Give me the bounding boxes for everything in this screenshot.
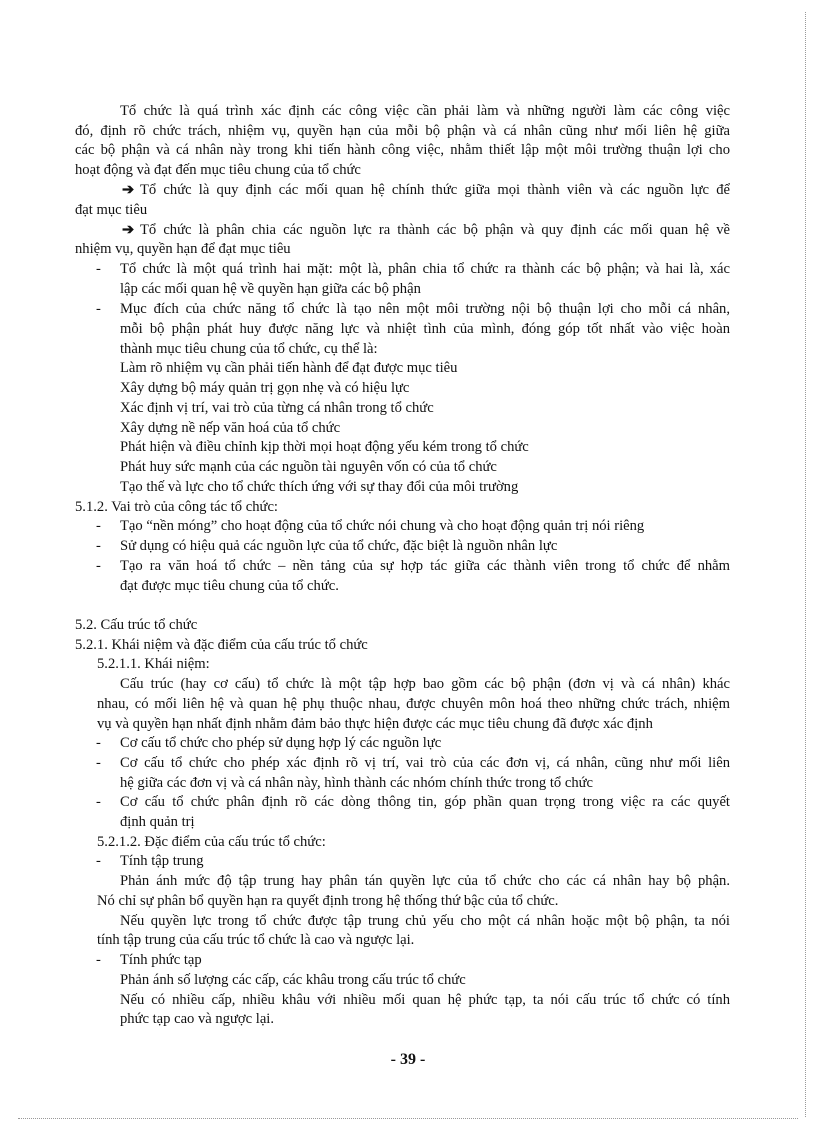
dash-marker: -	[96, 794, 101, 810]
checklist-item: Phát hiện và điều chỉnh kịp thời mọi hoạt động yếu kém trong tổ chức	[120, 439, 529, 455]
arrow-icon: ➔	[122, 182, 135, 198]
paragraph-line: Nếu có nhiều cấp, nhiều khâu với nhiều mối quan hệ phức tạp, ta nói cấu trúc tổ chức có tính	[120, 992, 730, 1008]
dash-marker: -	[96, 853, 101, 869]
paragraph-line: Tổ chức là quy định các mối quan hệ chính thức giữa mọi thành viên và các nguồn lực để	[140, 182, 730, 198]
paragraph-line: hoạt động và đạt đến mục tiêu chung của tổ chức	[75, 162, 361, 178]
checklist-item: Xác định vị trí, vai trò của từng cá nhân trong tổ chức	[120, 400, 434, 416]
page-border-right	[805, 12, 806, 1117]
subsection-title: Tính tập trung	[120, 853, 204, 869]
checklist-item: Xây dựng nề nếp văn hoá của tổ chức	[120, 420, 341, 436]
checklist-item: Phát huy sức mạnh của các nguồn tài nguyên vốn có của tổ chức	[120, 459, 497, 475]
dash-marker: -	[96, 518, 101, 534]
paragraph-line: Cấu trúc (hay cơ cấu) tổ chức là một tập hợp bao gồm các bộ phận (đơn vị và cá nhân) khác	[120, 676, 730, 692]
list-item-line: Cơ cấu tổ chức cho phép xác định rõ vị trí, vai trò của các đơn vị, cá nhân, cũng như mối liên	[120, 755, 730, 771]
paragraph-line: vụ và quyền hạn nhất định nhằm đảm bảo thực hiện được các mục tiêu chung đã được xác định	[97, 716, 653, 732]
dash-marker: -	[96, 952, 101, 968]
paragraph-line: đạt mục tiêu	[75, 202, 148, 218]
checklist-item: Làm rõ nhiệm vụ cần phải tiến hành để đạt được mục tiêu	[120, 360, 458, 376]
dash-marker: -	[96, 755, 101, 771]
paragraph-line: Nó chỉ sự phân bổ quyền hạn ra quyết định trong hệ thống thứ bậc của tổ chức.	[97, 893, 559, 909]
list-item-line: Tổ chức là một quá trình hai mặt: một là, phân chia tổ chức ra thành các bộ phận; và hai là, xác	[120, 261, 730, 277]
checklist-item: Xây dựng bộ máy quản trị gọn nhẹ và có hiệu lực	[120, 380, 410, 396]
paragraph-line: đó, định rõ chức trách, nhiệm vụ, quyền hạn của mỗi bộ phận và cá nhân cũng như mối liên hệ giữa	[75, 123, 730, 139]
dash-marker: -	[96, 301, 101, 317]
paragraph-line: nhiệm vụ, quyền hạn để đạt mục tiêu	[75, 241, 291, 257]
section-heading: 5.2.1.1. Khái niệm:	[97, 656, 210, 672]
list-item-line: đạt được mục tiêu chung của tổ chức.	[120, 578, 339, 594]
dash-marker: -	[96, 735, 101, 751]
dash-marker: -	[96, 558, 101, 574]
paragraph-line: nhau, có mối liên hệ và quan hệ phụ thuộc nhau, được chuyên môn hoá theo những chức trách, nhiệm	[97, 696, 730, 712]
paragraph-line: tính tập trung của cấu trúc tổ chức là cao và ngược lại.	[97, 932, 415, 948]
subsection-title: Tính phức tạp	[120, 952, 202, 968]
page-border-bottom	[18, 1118, 798, 1119]
list-item-line: Cơ cấu tổ chức phân định rõ các dòng thông tin, góp phần quan trọng trong việc ra các quyết	[120, 794, 730, 810]
paragraph-line: Nếu quyền lực trong tổ chức được tập trung chủ yếu cho một cá nhân hoặc một bộ phận, ta nói	[120, 913, 730, 929]
paragraph-line: Phản ánh số lượng các cấp, các khâu trong cấu trúc tổ chức	[120, 972, 466, 988]
paragraph-line: phức tạp cao và ngược lại.	[120, 1011, 275, 1027]
list-item-line: định quản trị	[120, 814, 195, 830]
section-heading: 5.2.1.2. Đặc điểm của cấu trúc tổ chức:	[97, 834, 326, 850]
list-item-line: Sử dụng có hiệu quả các nguồn lực của tổ chức, đặc biệt là nguồn nhân lực	[120, 538, 558, 554]
paragraph-line: Tổ chức là quá trình xác định các công việc cần phải làm và những người làm các công việc	[120, 103, 730, 119]
list-item-line: Tạo ra văn hoá tổ chức – nền tảng của sự hợp tác giữa các thành viên trong tổ chức để nhằm	[120, 558, 730, 574]
list-item-line: hệ giữa các đơn vị và cá nhân này, hình thành các nhóm chính thức trong tổ chức	[120, 775, 594, 791]
dash-marker: -	[96, 261, 101, 277]
section-heading: 5.1.2. Vai trò của công tác tổ chức:	[75, 499, 278, 515]
checklist-item: Tạo thế và lực cho tổ chức thích ứng với sự thay đổi của môi trường	[120, 479, 519, 495]
list-item-line: mỗi bộ phận phát huy được năng lực và nhiệt tình của mình, đóng góp tốt nhất vào việc hoàn	[120, 321, 730, 337]
paragraph-line: Tổ chức là phân chia các nguồn lực ra thành các bộ phận và quy định các mối quan hệ về	[140, 222, 730, 238]
section-heading: 5.2. Cấu trúc tổ chức	[75, 617, 198, 633]
paragraph-line: Phản ánh mức độ tập trung hay phân tán quyền lực của tổ chức cho các cá nhân hay bộ phận.	[120, 873, 730, 889]
paragraph-line: các bộ phận và cá nhân này trong khi tiến hành công việc, nhằm thiết lập một môi trường thuận lợi cho	[75, 142, 730, 158]
section-heading: 5.2.1. Khái niệm và đặc điểm của cấu trúc tổ chức	[75, 637, 368, 653]
arrow-icon: ➔	[122, 222, 135, 238]
list-item-line: thành mục tiêu chung của tổ chức, cụ thể là:	[120, 341, 378, 357]
page-number: - 39 -	[390, 1051, 426, 1068]
list-item-line: Cơ cấu tổ chức cho phép sử dụng hợp lý các nguồn lực	[120, 735, 442, 751]
list-item-line: Mục đích của chức năng tổ chức là tạo nên một môi trường nội bộ thuận lợi cho mỗi cá nhân,	[120, 301, 730, 317]
list-item-line: lập các mối quan hệ về quyền hạn giữa các bộ phận	[120, 281, 421, 297]
dash-marker: -	[96, 538, 101, 554]
list-item-line: Tạo “nền móng” cho hoạt động của tổ chức nói chung và cho hoạt động quản trị nói riêng	[120, 518, 645, 534]
